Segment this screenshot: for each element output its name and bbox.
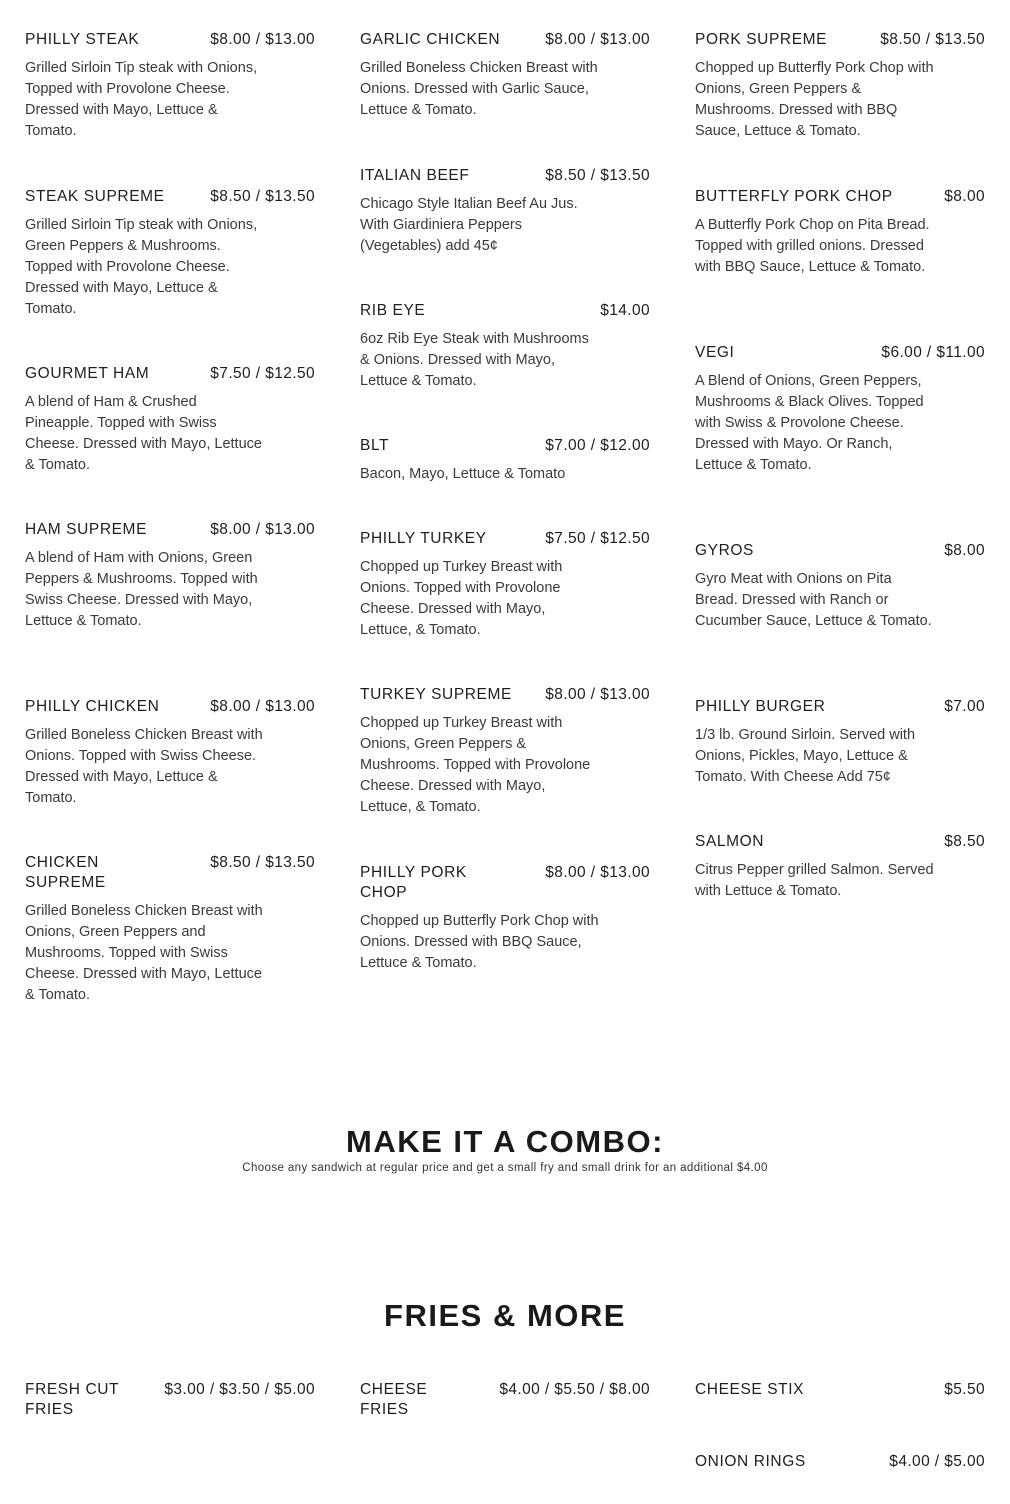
item-price: $8.00 / $13.00 (210, 31, 315, 48)
item-price: $7.00 (944, 698, 985, 715)
item-price: $5.50 (944, 1381, 985, 1398)
item-name: GYROS (695, 542, 754, 559)
item-price: $8.00 / $13.00 (210, 698, 315, 715)
item-price: $8.00 (944, 542, 985, 559)
fries-section-title: FRIES & MORE (384, 1298, 626, 1333)
item-description: Grilled Boneless Chicken Breast with Onions. Dressed with Garlic Sauce, Lettuce & Tomato. (360, 60, 598, 118)
item-description: Gyro Meat with Onions on Pita Bread. Dressed with Ranch or Cucumber Sauce, Lettuce & Tomato. (695, 571, 932, 629)
item-price: $4.00 / $5.50 / $8.00 (499, 1381, 650, 1398)
item-price: $8.50 / $13.50 (210, 854, 315, 871)
item-price: $8.50 / $13.50 (210, 188, 315, 205)
item-name: PORK SUPREME (695, 31, 828, 48)
item-name: BUTTERFLY PORK CHOP (695, 188, 893, 205)
item-name: CHEESE STIX (695, 1381, 805, 1398)
item-price: $6.00 / $11.00 (881, 344, 985, 361)
item-description: 1/3 lb. Ground Sirloin. Served with Onions, Pickles, Mayo, Lettuce & Tomato. With Cheese Add 75¢ (695, 727, 916, 785)
item-name: SALMON (695, 833, 765, 850)
item-description: Chopped up Butterfly Pork Chop with Onions. Dressed with BBQ Sauce, Lettuce & Tomato. (360, 913, 599, 971)
menu-item (360, 436, 650, 485)
item-description: 6oz Rib Eye Steak with Mushrooms & Onions. Dressed with Mayo, Lettuce & Tomato. (360, 331, 589, 389)
item-name: GARLIC CHICKEN (360, 31, 501, 48)
item-description: Chopped up Turkey Breast with Onions, Green Peppers & Mushrooms. Topped with Provolone Cheese. Dressed with Mayo, Lettuce, & Tomato. (360, 715, 591, 815)
combo-title: MAKE IT A COMBO: (346, 1124, 664, 1159)
item-name: HAM SUPREME (25, 521, 148, 538)
item-name: TURKEY SUPREME (360, 686, 512, 703)
item-price: $7.00 / $12.00 (545, 437, 650, 454)
item-name: RIB EYE (360, 302, 426, 319)
item-price: $3.00 / $3.50 / $5.00 (164, 1381, 315, 1398)
item-name: PHILLY STEAK (25, 31, 140, 48)
item-name: PHILLY PORK CHOP (360, 864, 467, 901)
menu-item (360, 166, 650, 257)
menu-item (360, 301, 650, 392)
item-price: $14.00 (600, 302, 650, 319)
item-description: A Blend of Onions, Green Peppers, Mushrooms & Black Olives. Topped with Swiss & Provolone Cheese. Dressed with Mayo. Or Ranch, Lettuce & Tomato. (695, 373, 924, 473)
item-description: Chopped up Butterfly Pork Chop with Onions, Green Peppers & Mushrooms. Dressed with BBQ Sauce, Lettuce & Tomato. (695, 60, 934, 139)
item-price: $8.00 / $13.00 (545, 686, 650, 703)
menu-item (25, 697, 315, 809)
item-description: Chopped up Turkey Breast with Onions. Topped with Provolone Cheese. Dressed with Mayo, Lettuce, & Tomato. (360, 559, 563, 638)
menu-item (25, 364, 315, 476)
item-price: $8.50 (944, 833, 985, 850)
item-name: CHEESE FRIES (360, 1381, 428, 1418)
menu-item (695, 541, 985, 632)
item-description: A blend of Ham with Onions, Green Peppers & Mushrooms. Topped with Swiss Cheese. Dressed with Mayo, Lettuce & Tomato. (25, 550, 258, 629)
item-description: Grilled Sirloin Tip steak with Onions, Topped with Provolone Cheese. Dressed with Mayo, Lettuce & Tomato. (25, 60, 258, 139)
fries-item (25, 1380, 315, 1420)
combo-subtitle: Choose any sandwich at regular price and get a small fry and small drink for an additional $4.00 (242, 1162, 768, 1174)
menu-item (25, 30, 315, 142)
item-name: CHICKEN SUPREME (25, 854, 106, 891)
item-name: ITALIAN BEEF (360, 167, 470, 184)
menu-item (360, 863, 650, 974)
menu-item (360, 30, 650, 121)
item-description: Chicago Style Italian Beef Au Jus. With Giardiniera Peppers (Vegetables) add 45¢ (360, 196, 578, 254)
item-description: A Butterfly Pork Chop on Pita Bread. Topped with grilled onions. Dressed with BBQ Sauce, Lettuce & Tomato. (695, 217, 930, 275)
menu-item (25, 187, 315, 320)
item-description: Grilled Sirloin Tip steak with Onions, Green Peppers & Mushrooms. Topped with Provolone Cheese. Dressed with Mayo, Lettuce & Tomato. (25, 217, 258, 317)
menu-item (695, 832, 985, 902)
item-name: FRESH CUT FRIES (25, 1381, 119, 1418)
item-description: A blend of Ham & Crushed Pineapple. Topped with Swiss Cheese. Dressed with Mayo, Lettuce & Tomato. (25, 394, 262, 473)
menu-item (360, 685, 650, 818)
item-price: $8.50 / $13.50 (545, 167, 650, 184)
menu-item (695, 187, 985, 278)
item-price: $8.00 / $13.00 (545, 31, 650, 48)
item-price: $7.50 / $12.50 (545, 530, 650, 547)
fries-item (695, 1380, 985, 1400)
item-name: PHILLY BURGER (695, 698, 826, 715)
item-name: BLT (360, 437, 390, 454)
menu-item (695, 697, 985, 788)
menu-item (25, 520, 315, 632)
item-name: GOURMET HAM (25, 365, 150, 382)
item-name: STEAK SUPREME (25, 188, 165, 205)
item-price: $4.00 / $5.00 (889, 1453, 985, 1470)
menu-item (695, 30, 985, 142)
item-price: $8.00 (944, 188, 985, 205)
item-description: Bacon, Mayo, Lettuce & Tomato (360, 466, 566, 482)
item-price: $8.50 / $13.50 (880, 31, 985, 48)
item-price: $8.00 / $13.00 (210, 521, 315, 538)
item-price: $8.00 / $13.00 (545, 864, 650, 881)
item-name: PHILLY TURKEY (360, 530, 487, 547)
item-price: $7.50 / $12.50 (210, 365, 315, 382)
menu-item (360, 529, 650, 641)
item-description: Grilled Boneless Chicken Breast with Onions, Green Peppers and Mushrooms. Topped with Swiss Cheese. Dressed with Mayo, Lettuce & Tomato. (25, 903, 263, 1003)
fries-item (695, 1452, 985, 1472)
menu-item (695, 343, 985, 476)
item-name: ONION RINGS (695, 1453, 806, 1470)
fries-item (360, 1380, 650, 1420)
item-description: Citrus Pepper grilled Salmon. Served with Lettuce & Tomato. (695, 862, 934, 899)
item-name: PHILLY CHICKEN (25, 698, 160, 715)
item-description: Grilled Boneless Chicken Breast with Onions. Topped with Swiss Cheese. Dressed with Mayo, Lettuce & Tomato. (25, 727, 263, 806)
item-name: VEGI (695, 344, 735, 361)
menu-item (25, 853, 315, 1006)
